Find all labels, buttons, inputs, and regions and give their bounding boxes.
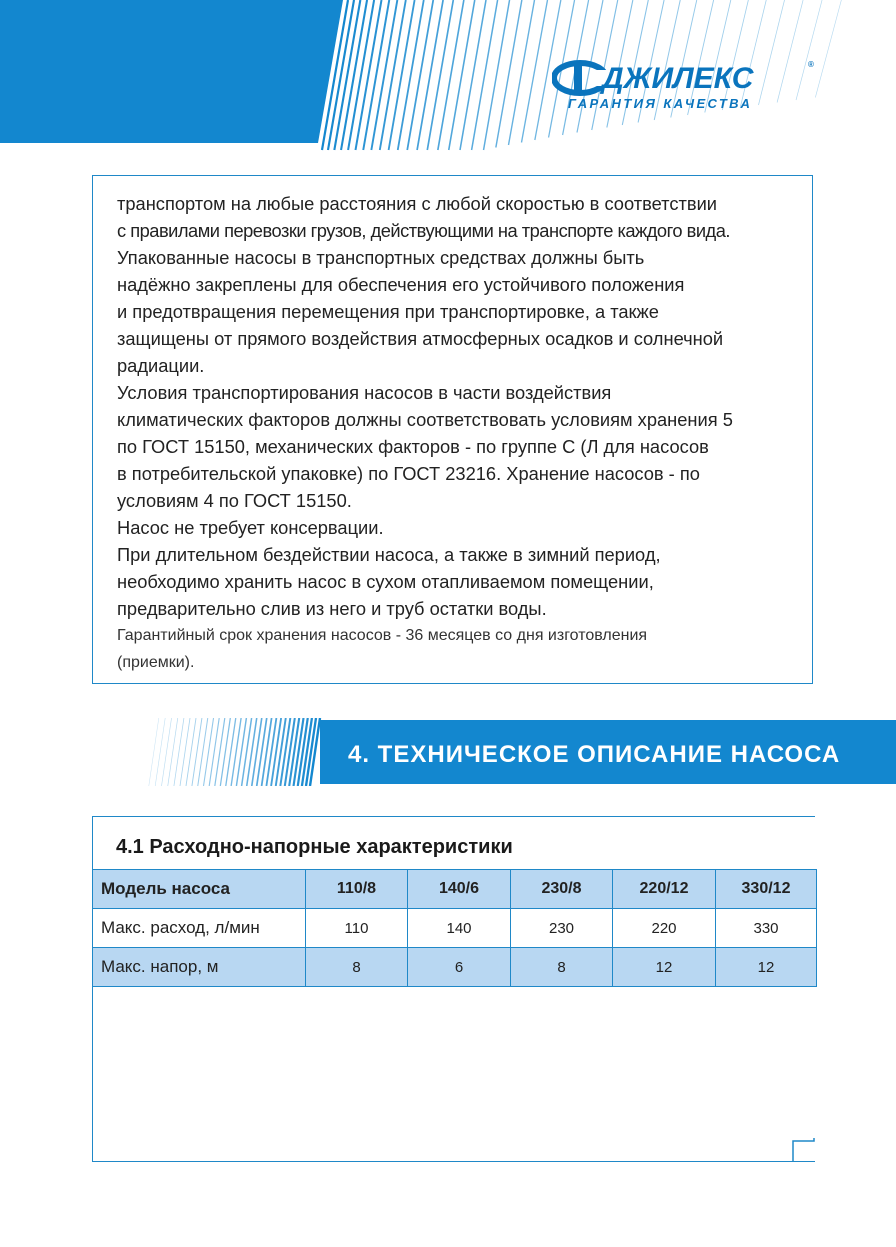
body-line: с правилами перевозки грузов, действующими на транспорте каждого вида.	[117, 220, 730, 241]
body-line: надёжно закреплены для обеспечения его устойчивого положения	[117, 274, 685, 295]
table-row	[93, 909, 817, 948]
row-label: Макс. расход, л/мин	[93, 909, 306, 948]
logo-registered-mark: ®	[808, 60, 814, 69]
table-cell: 330	[716, 909, 817, 948]
header-cell: 330/12	[716, 870, 817, 909]
table-cell: 12	[716, 948, 817, 987]
warranty-line: Гарантийный срок хранения насосов - 36 месяцев со дня изготовления	[117, 627, 648, 644]
table-cell: 220	[613, 909, 716, 948]
table-cell: 110	[306, 909, 408, 948]
body-line: радиации.	[117, 355, 205, 376]
header-cell: 230/8	[511, 870, 613, 909]
section-title: 4. ТЕХНИЧЕСКОЕ ОПИСАНИЕ НАСОСА	[348, 741, 841, 768]
brand-logo	[552, 58, 822, 120]
body-line: Насос не требует консервации.	[117, 517, 384, 538]
table-cell: 6	[408, 948, 511, 987]
body-line: предварительно слив из него и труб остатки воды.	[117, 598, 547, 619]
body-line: необходимо хранить насос в сухом отапливаемом помещении,	[117, 571, 654, 592]
table-title: 4.1 Расходно-напорные характеристики	[116, 836, 513, 858]
body-line: защищены от прямого воздействия атмосферных осадков и солнечной	[117, 328, 724, 349]
body-line: условиям 4 по ГОСТ 15150.	[117, 490, 352, 511]
header-cell: 110/8	[306, 870, 408, 909]
body-text	[117, 190, 807, 676]
spec-table-box	[92, 816, 815, 1162]
header-cell: 140/6	[408, 870, 511, 909]
spec-table	[92, 869, 817, 987]
body-line: по ГОСТ 15150, механических факторов - по группе С (Л для насосов	[117, 436, 709, 457]
table-header-row	[93, 870, 817, 909]
logo-tagline: ГАРАНТИЯ КАЧЕСТВА	[568, 96, 753, 111]
header-cell: 220/12	[613, 870, 716, 909]
body-line: и предотвращения перемещения при транспортировке, а также	[117, 301, 659, 322]
transport-storage-textbox	[92, 175, 813, 684]
body-line: При длительном бездействии насоса, а также в зимний период,	[117, 544, 661, 565]
body-line: Упакованные насосы в транспортных средствах должны быть	[117, 247, 645, 268]
body-line: Условия транспортирования насосов в части воздействия	[117, 382, 612, 403]
table-cell: 12	[613, 948, 716, 987]
warranty-line: (приемки).	[117, 654, 195, 671]
table-row	[93, 948, 817, 987]
table-cell: 8	[511, 948, 613, 987]
corner-notch-decoration	[790, 1138, 818, 1166]
table-cell: 140	[408, 909, 511, 948]
logo-brand-name: ДЖИЛЕКС	[602, 62, 754, 95]
row-label: Макс. напор, м	[93, 948, 306, 987]
table-cell: 8	[306, 948, 408, 987]
body-line: транспортом на любые расстояния с любой скоростью в соответствии	[117, 193, 717, 214]
body-line: климатических факторов должны соответствовать условиям хранения 5	[117, 409, 733, 430]
body-line: в потребительской упаковке) по ГОСТ 23216. Хранение насосов - по	[117, 463, 700, 484]
header-cell: Модель насоса	[93, 870, 306, 909]
table-cell: 230	[511, 909, 613, 948]
banner-stripes-decoration	[110, 718, 322, 786]
